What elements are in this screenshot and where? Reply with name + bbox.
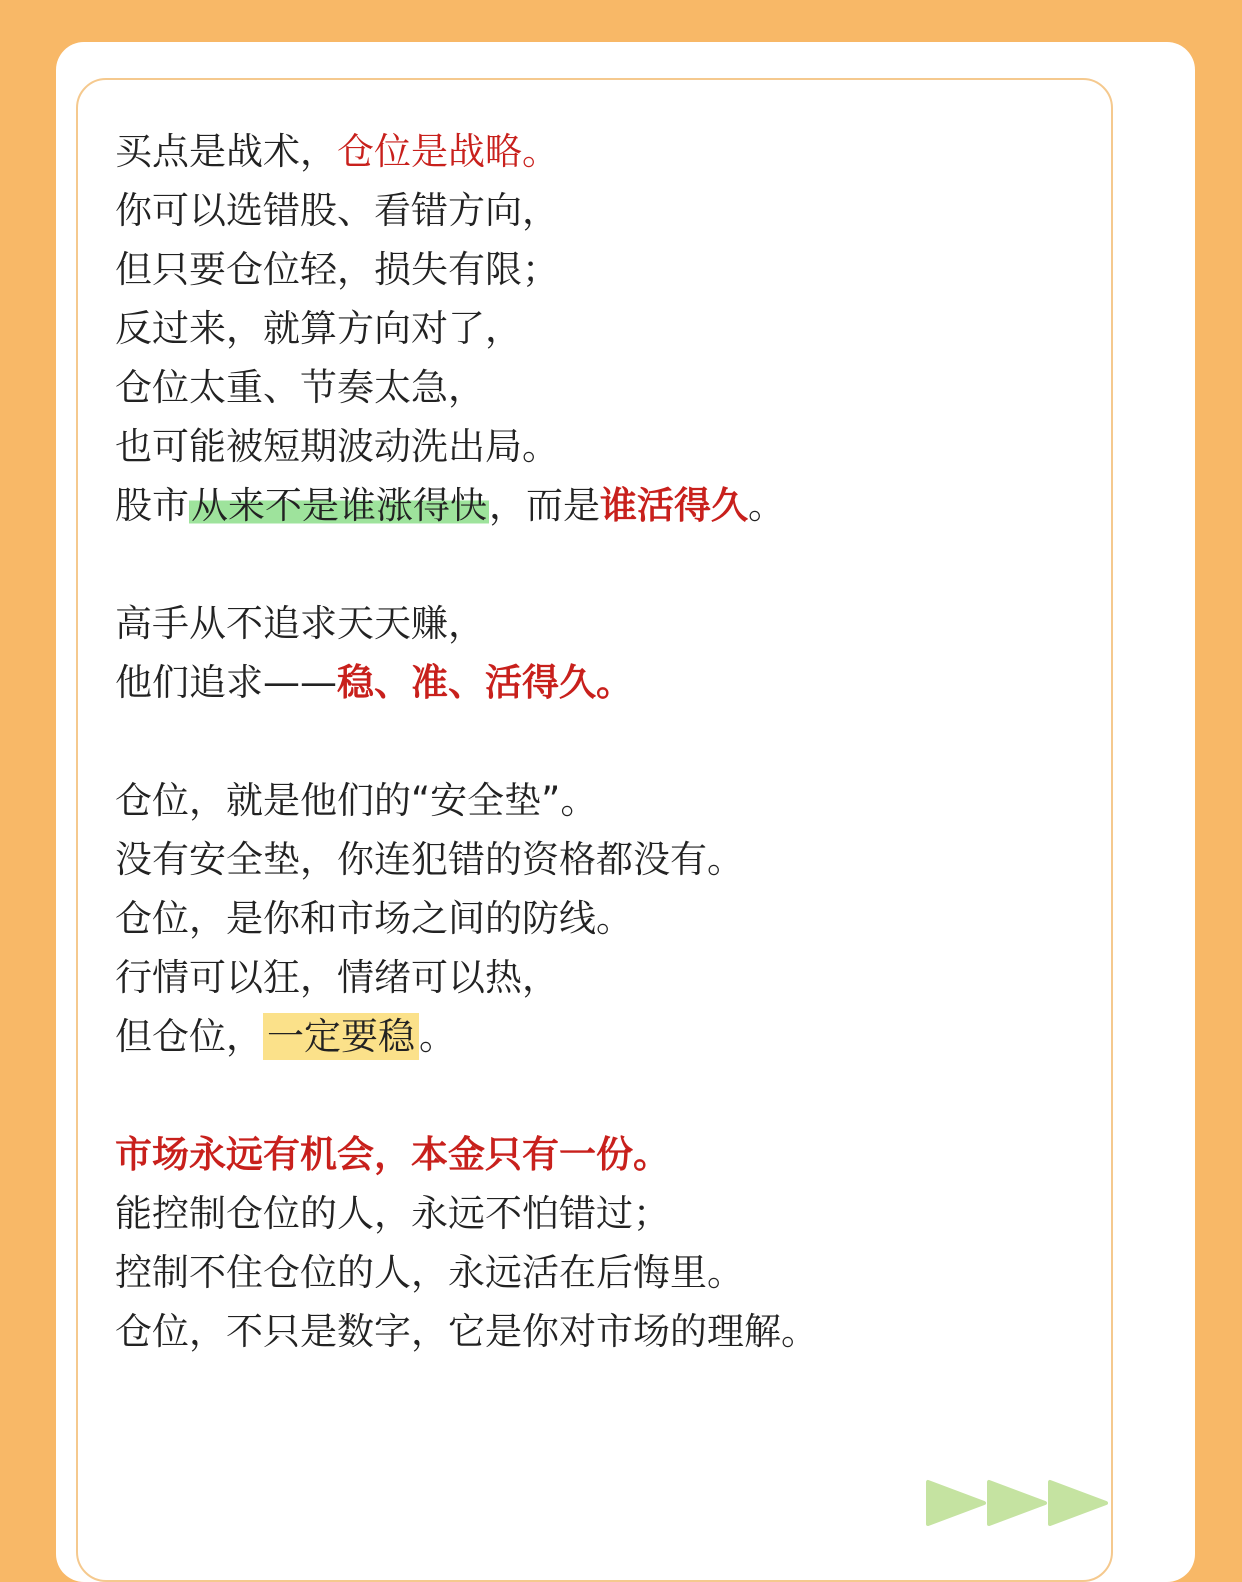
text-span: 。 bbox=[419, 1015, 456, 1058]
text-line-6: 也可能被短期波动洗出局。 bbox=[115, 425, 559, 468]
text-line-10: 仓位，就是他们的“安全垫”。 bbox=[115, 779, 598, 822]
text-line-5: 仓位太重、节奏太急， bbox=[115, 366, 485, 409]
text-span: 。 bbox=[748, 484, 785, 527]
text-line-2: 你可以选错股、看错方向， bbox=[115, 189, 559, 232]
text-line-7 bbox=[115, 476, 1095, 535]
text-span: 买点是战术， bbox=[115, 130, 337, 173]
text-line-15: 市场永远有机会，本金只有一份。 bbox=[115, 1133, 670, 1176]
red-text: 仓位是战略。 bbox=[337, 130, 559, 173]
text-line-4: 反过来，就算方向对了， bbox=[115, 307, 522, 350]
post-card bbox=[56, 42, 1195, 1582]
text-span: ，而是 bbox=[489, 484, 600, 527]
triple-play-arrows-icon bbox=[926, 1478, 1108, 1528]
play-arrow-shape bbox=[989, 1482, 1045, 1524]
text-line-16: 能控制仓位的人，永远不怕错过； bbox=[115, 1192, 670, 1235]
text-line-18: 仓位，不只是数字，它是你对市场的理解。 bbox=[115, 1310, 818, 1353]
paragraph-gap bbox=[115, 1066, 1095, 1125]
red-bold-text: 稳、准、活得久。 bbox=[337, 661, 633, 704]
play-arrow-shape bbox=[928, 1482, 984, 1524]
yellow-highlight-text: 一定要稳 bbox=[263, 1013, 419, 1060]
text-line-12: 仓位，是你和市场之间的防线。 bbox=[115, 897, 633, 940]
text-line-13: 行情可以狂，情绪可以热， bbox=[115, 956, 559, 999]
play-arrow-shape bbox=[1050, 1482, 1106, 1524]
green-highlight-text: 从来不是谁涨得快 bbox=[191, 484, 487, 527]
content-frame bbox=[76, 78, 1113, 1582]
article-text bbox=[115, 122, 1095, 1361]
text-line-3: 但只要仓位轻，损失有限； bbox=[115, 248, 559, 291]
text-line-1 bbox=[115, 122, 1095, 181]
red-bold-text: 谁活得久 bbox=[600, 484, 748, 527]
text-span: 但仓位， bbox=[115, 1015, 263, 1058]
text-span: 股市 bbox=[115, 484, 189, 527]
text-line-8: 高手从不追求天天赚， bbox=[115, 602, 485, 645]
text-line-14 bbox=[115, 1007, 1095, 1066]
paragraph-gap bbox=[115, 712, 1095, 771]
paragraph-gap bbox=[115, 535, 1095, 594]
text-span: 他们追求—— bbox=[115, 661, 337, 704]
text-line-11: 没有安全垫，你连犯错的资格都没有。 bbox=[115, 838, 744, 881]
text-line-9 bbox=[115, 653, 1095, 712]
text-line-17: 控制不住仓位的人，永远活在后悔里。 bbox=[115, 1251, 744, 1294]
